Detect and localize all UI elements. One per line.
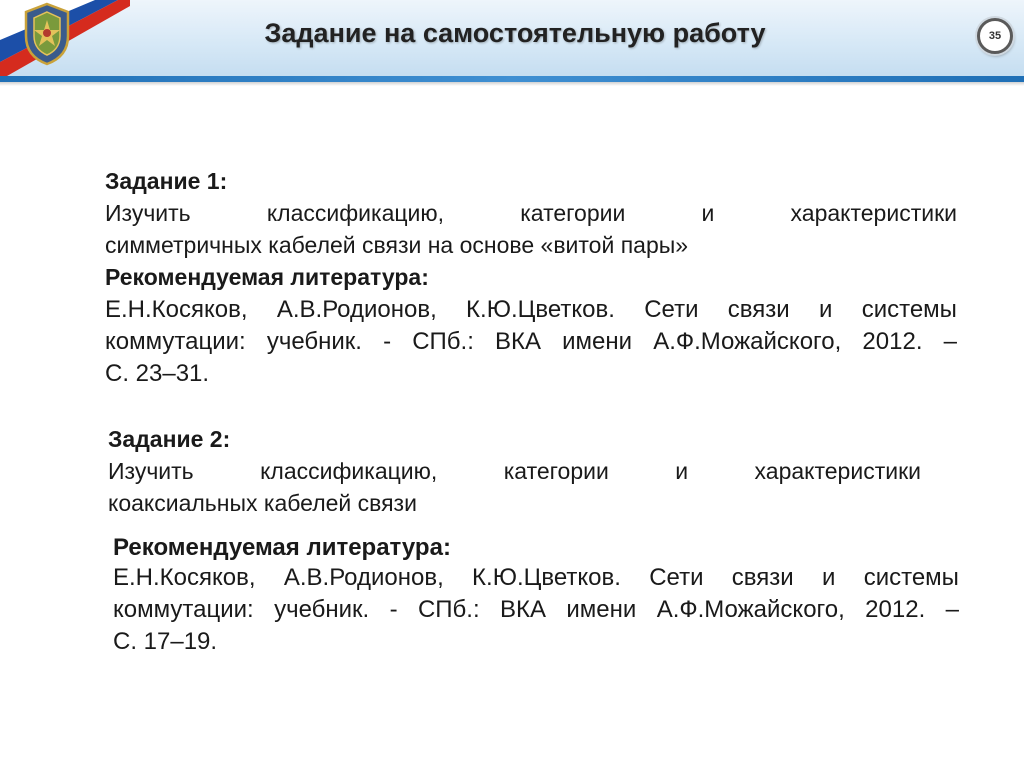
- task-1-heading: Задание 1:: [105, 168, 228, 194]
- word: связи: [731, 564, 794, 591]
- task-1-literature-line-1: [105, 296, 957, 328]
- word: А.В.Родионов,: [283, 564, 444, 591]
- word: –: [943, 328, 957, 355]
- word: СПб.:: [417, 596, 480, 623]
- task-1-literature-line-3: С. 23–31.: [105, 360, 210, 387]
- word: –: [945, 596, 959, 623]
- task-1-literature-line-2: [105, 328, 957, 360]
- task-2-literature-line-2: [113, 596, 959, 628]
- word: Е.Н.Косяков,: [113, 564, 256, 591]
- word: системы: [861, 296, 957, 323]
- word: категории: [503, 458, 609, 484]
- word: классификацию,: [266, 200, 445, 226]
- task-1-block: [105, 168, 957, 296]
- word: Сети: [644, 296, 699, 323]
- task-2-block: [108, 426, 921, 522]
- word: системы: [863, 564, 959, 591]
- word: К.Ю.Цветков.: [466, 296, 615, 323]
- word: ВКА: [500, 596, 547, 623]
- word: учебник.: [274, 596, 370, 623]
- word: Е.Н.Косяков,: [105, 296, 248, 323]
- word: Сети: [649, 564, 704, 591]
- word: классификацию,: [260, 458, 438, 484]
- task-1-description-line-2: симметричных кабелей связи на основе «витой пары»: [105, 232, 689, 258]
- task-2-literature: [113, 534, 959, 660]
- word: коммутации:: [105, 328, 246, 355]
- word: имени: [562, 328, 633, 355]
- task-2-description-line-1: [108, 458, 921, 490]
- page-title: Задание на самостоятельную работу: [264, 18, 766, 48]
- word: имени: [566, 596, 637, 623]
- word: учебник.: [266, 328, 362, 355]
- header-shadow: [0, 82, 1024, 86]
- word: Изучить: [105, 200, 191, 226]
- word: характеристики: [754, 458, 921, 484]
- word: и: [675, 458, 689, 484]
- word: и: [818, 296, 833, 323]
- word: 2012.: [865, 596, 926, 623]
- word: А.Ф.Можайского,: [653, 328, 842, 355]
- task-1-description-line-1: [105, 200, 957, 232]
- word: А.В.Родионов,: [276, 296, 437, 323]
- word: К.Ю.Цветков.: [472, 564, 621, 591]
- task-2-literature-line-3: С. 17–19.: [113, 628, 218, 655]
- task-2-description-line-2: коаксиальных кабелей связи: [108, 490, 417, 516]
- word: Изучить: [108, 458, 194, 484]
- word: связи: [727, 296, 790, 323]
- page-number-badge: 35: [977, 18, 1013, 54]
- word: А.Ф.Можайского,: [656, 596, 845, 623]
- word: ВКА: [495, 328, 542, 355]
- task-2-heading: Задание 2:: [108, 426, 231, 452]
- slide-header: [0, 0, 1024, 80]
- word: -: [389, 596, 398, 623]
- word: и: [701, 200, 715, 226]
- word: коммутации:: [113, 596, 254, 623]
- word: 2012.: [862, 328, 923, 355]
- task-2-literature-line-1: [113, 564, 959, 596]
- word: категории: [520, 200, 626, 226]
- task-1-literature-heading: Рекомендуемая литература:: [105, 264, 429, 290]
- academy-emblem-icon: [22, 2, 72, 66]
- task-2-literature-heading: Рекомендуемая литература:: [113, 534, 451, 561]
- task-1-literature: [105, 296, 957, 392]
- word: СПб.:: [412, 328, 474, 355]
- word: -: [383, 328, 392, 355]
- word: и: [821, 564, 836, 591]
- word: характеристики: [790, 200, 957, 226]
